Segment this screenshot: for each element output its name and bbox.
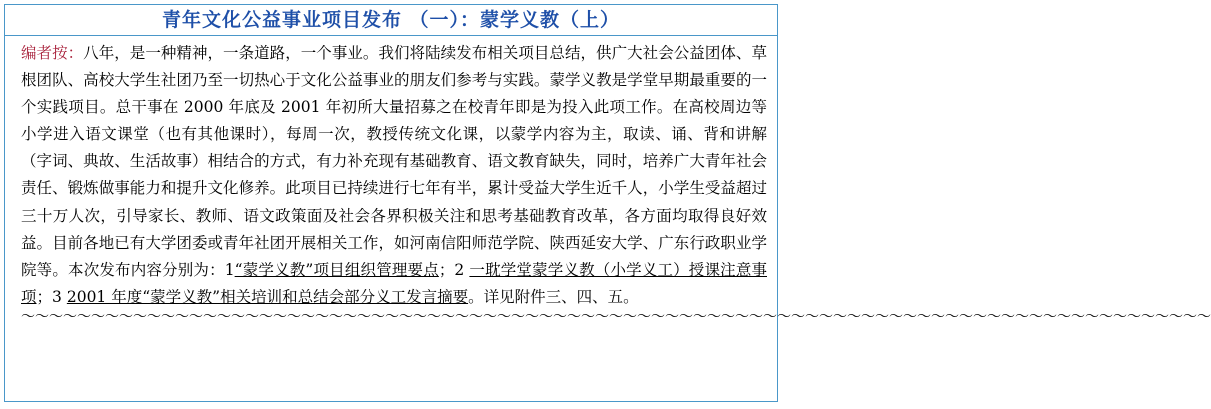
item-2-sep: ； (36, 287, 53, 306)
item-3-prefix: 3 (52, 287, 62, 306)
item-1-link[interactable]: “蒙学义教”项目组织管理要点 (234, 260, 439, 279)
item-3-link[interactable]: 2001 年度“蒙学义教”相关培训和总结会部分义工发言摘要 (66, 287, 469, 306)
article-body (5, 36, 777, 311)
item-1-sep: ； (438, 260, 455, 279)
attachments-note: 详见附件三、四、五。 (483, 287, 639, 306)
article-title: 青年文化公益事业项目发布 （一）：蒙学义教（上） (5, 5, 777, 36)
item-2-link[interactable]: 一耽学堂蒙学义教（小学义工）授课注意事项 (21, 260, 767, 306)
tilde-divider: ～～～～～～～～～～～～～～～～～～～～～～～～～～～～～～～～～～～～～～～～～～～～～～～～～～～～～～～～～～～～～～～～～～～～～～～～～～～～～～～～～～～～～ (21, 308, 1211, 325)
editor-note-label: 编者按： (21, 44, 84, 62)
item-1-prefix: 1 (224, 260, 235, 279)
editor-note-text: 八年，是一种精神，一条道路，一个事业。我们将陆续发布相关项目总结，供广大社会公益团体、草根团队、高校大学生社团乃至一切热心于文化公益事业的朋友们参考与实践。蒙学义教是学堂早期最重要的一个实践项目。总干事在 2000 年底及 2001 年初所大量招募之在校青年即是为投入此项工作。在高校周边等小学进入语文课堂（也有其他课时），每周一次，教授传统文化课，以蒙学内容为主，取读、诵、背和讲解（字词、典故、生活故事）相结合的方式，有力补充现有基础教育、语文教育缺失，同时，培养广大青年社会责任、锻炼做事能力和提升文化修养。此项目已持续进行七年有半，累计受益大学生近千人，小学生受益超过三十万人次，引导家长、教师、语文政策面及社会各界积极关注和思考基础教育改革，各方面均取得良好效益。目前各地已有大学团委或青年社团开展相关工作，如河南信阳师范学院、陕西延安大学、广东行政职业学院等。本次发布内容分别为： (21, 44, 767, 279)
article-frame (4, 4, 1211, 402)
item-2-prefix: 2 (454, 260, 465, 279)
item-3-sep: 。 (468, 287, 484, 306)
